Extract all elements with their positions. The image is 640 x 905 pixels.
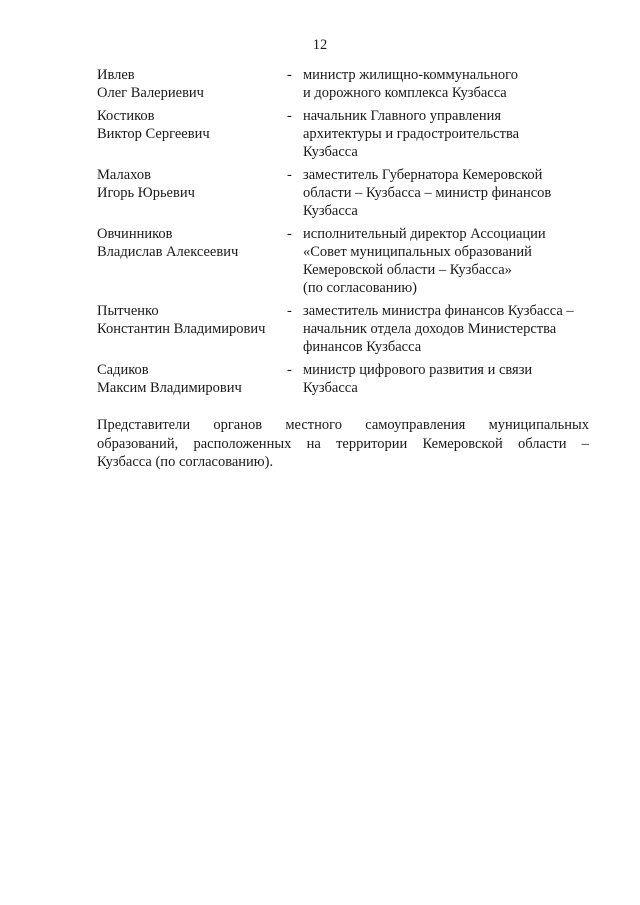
role-line: Кузбасса (303, 203, 358, 219)
member-entry-pytchenko (97, 302, 589, 356)
member-entry-malakhov (97, 166, 589, 220)
role-line: и дорожного комплекса Кузбасса (303, 85, 507, 101)
role-line: начальник Главного управления (303, 108, 502, 124)
member-given-names: Константин Владимирович (97, 321, 266, 337)
role-line: министр жилищно-коммунального (303, 67, 518, 83)
separator-dash: - (287, 167, 292, 183)
separator-dash: - (287, 108, 292, 124)
member-given-names: Олег Валериевич (97, 85, 204, 101)
member-entry-ovchinnikov (97, 225, 589, 297)
role-line: архитектуры и градостроительства (303, 126, 520, 142)
role-line: заместитель Губернатора Кемеровской (303, 167, 543, 183)
members-list (97, 66, 589, 402)
role-line: Кузбасса (303, 144, 358, 160)
member-name (97, 302, 287, 356)
member-name (97, 225, 287, 297)
member-given-names: Максим Владимирович (97, 380, 242, 396)
member-role (303, 166, 589, 220)
member-name (97, 107, 287, 161)
member-given-names: Виктор Сергеевич (97, 126, 210, 142)
closing-line: Кузбасса (по согласованию). (97, 454, 274, 470)
closing-line: образований, расположенных на территории Кемеровской области – (97, 435, 589, 452)
member-given-names: Владислав Алексеевич (97, 244, 239, 260)
role-line: «Совет муниципальных образований (303, 244, 532, 260)
closing-paragraph (97, 416, 589, 472)
role-line: исполнительный директор Ассоциации (303, 226, 546, 242)
role-line: начальник отдела доходов Министерства (303, 321, 557, 337)
role-line: заместитель министра финансов Кузбасса – (303, 303, 574, 319)
member-role (303, 66, 589, 102)
member-role (303, 107, 589, 161)
member-entry-kostikov (97, 107, 589, 161)
member-name (97, 166, 287, 220)
member-entry-ivlev (97, 66, 589, 102)
member-given-names: Игорь Юрьевич (97, 185, 195, 201)
member-role (303, 302, 589, 356)
member-entry-sadikov (97, 361, 589, 397)
role-line: Кемеровской области – Кузбасса» (303, 262, 512, 278)
role-line: (по согласованию) (303, 280, 417, 296)
member-role (303, 361, 589, 397)
member-surname: Овчинников (97, 226, 173, 242)
member-surname: Пытченко (97, 303, 159, 319)
role-line: области – Кузбасса – министр финансов (303, 185, 552, 201)
separator-dash: - (287, 226, 292, 242)
member-surname: Костиков (97, 108, 155, 124)
member-surname: Малахов (97, 167, 151, 183)
member-name (97, 361, 287, 397)
member-surname: Ивлев (97, 67, 135, 83)
closing-line: Представители органов местного самоуправления муниципальных (97, 417, 589, 433)
separator-dash: - (287, 67, 292, 83)
separator-dash: - (287, 303, 292, 319)
separator-dash: - (287, 362, 292, 378)
role-line: финансов Кузбасса (303, 339, 422, 355)
role-line: Кузбасса (303, 380, 358, 396)
member-surname: Садиков (97, 362, 149, 378)
page-number: 12 (312, 37, 328, 53)
member-name (97, 66, 287, 102)
role-line: министр цифрового развития и связи (303, 362, 533, 378)
member-role (303, 225, 589, 297)
